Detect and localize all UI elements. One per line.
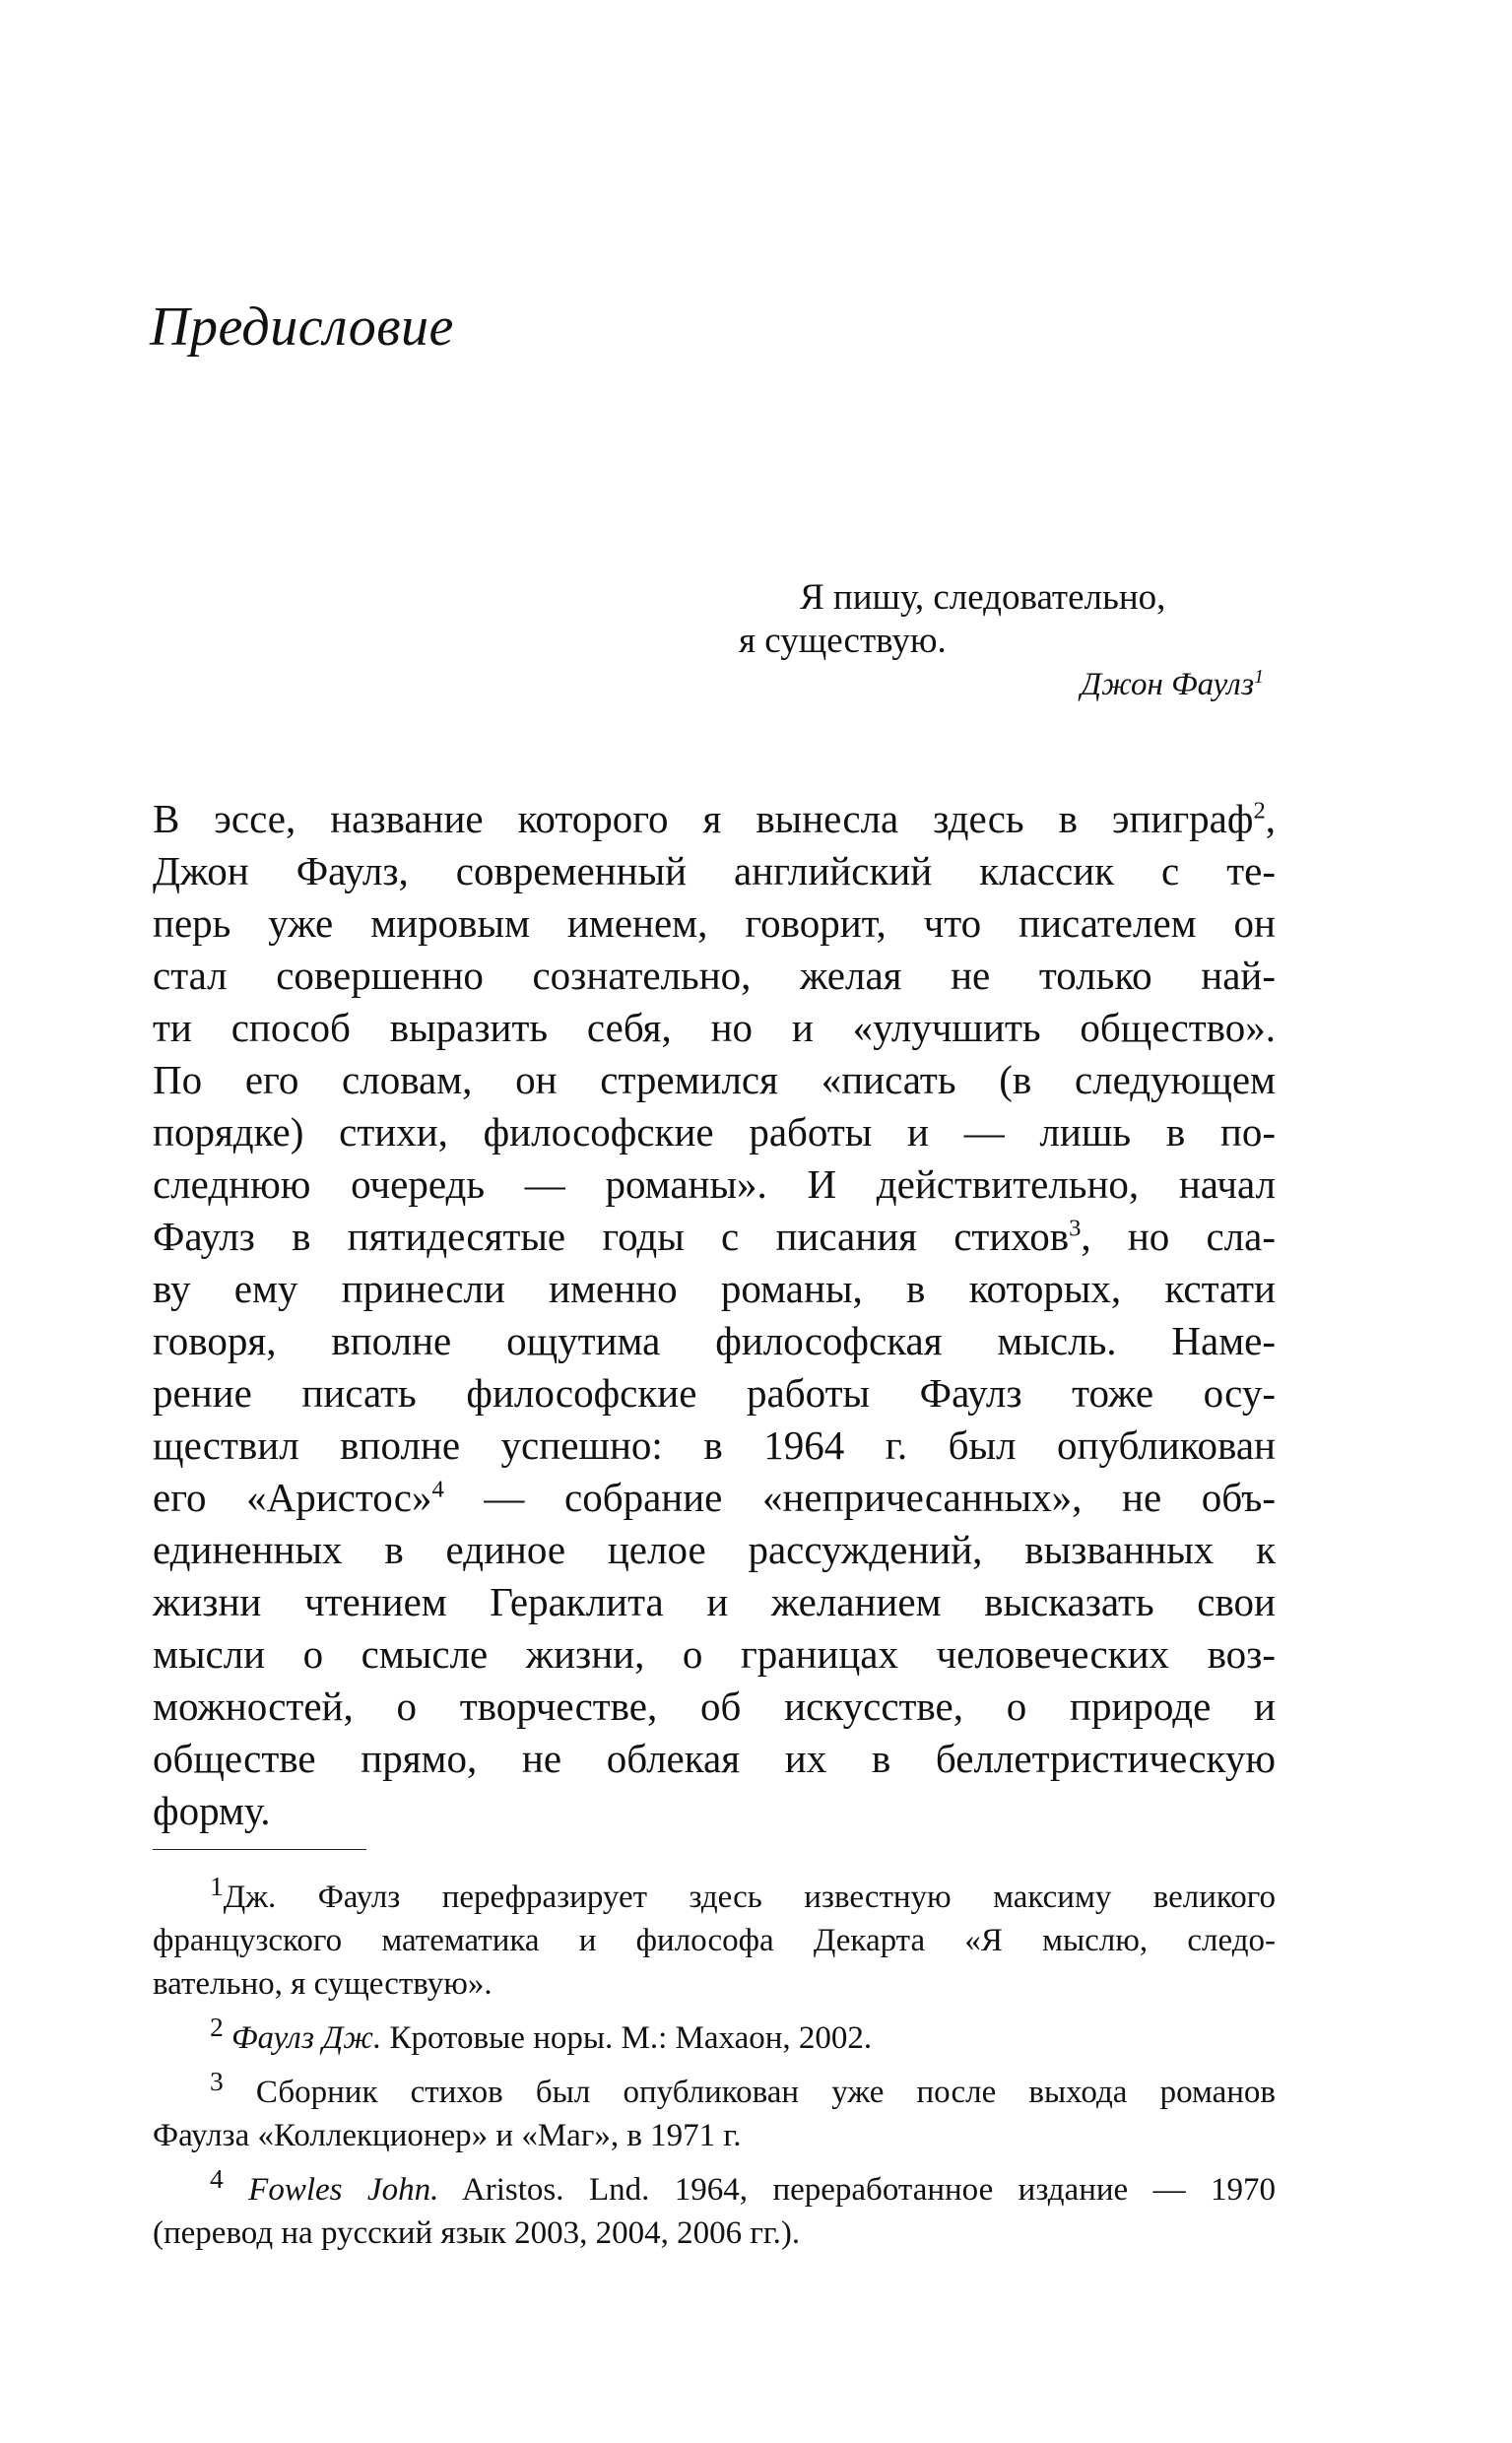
body-text: ти способ выразить себя, но и «улучшить общество». — [153, 1005, 1276, 1050]
footnote-1 — [153, 1865, 1276, 2006]
body-text: ву ему принесли именно романы, в которых, кстати — [153, 1266, 1276, 1311]
footnote-author: Fowles John. — [248, 2172, 439, 2208]
footnote-text: Aristos. Lnd. 1964, переработанное издание — 1970 — [438, 2172, 1276, 2208]
body-text: можностей, о творчестве, об искусстве, о природе и — [153, 1684, 1276, 1729]
body-text: ществил вполне успешно: в 1964 г. был опубликован — [153, 1422, 1276, 1468]
body-paragraph — [153, 793, 1276, 1837]
body-text: обществе прямо, не облекая их в беллетристическую — [153, 1736, 1276, 1781]
footnote-number: 2 — [210, 2012, 224, 2042]
body-line — [153, 1106, 1276, 1158]
body-line — [153, 1472, 1276, 1524]
footnote-number: 4 — [210, 2163, 224, 2194]
footnote-ref[interactable]: 4 — [431, 1476, 444, 1503]
body-line — [153, 1263, 1276, 1315]
body-text: мысли о смысле жизни, о границах человеческих воз- — [153, 1631, 1276, 1677]
body-text: стал совершенно сознательно, желая не только най- — [153, 953, 1276, 998]
footnote-ref[interactable]: 2 — [1253, 797, 1266, 825]
body-text: , — [1265, 796, 1276, 841]
epigraph — [739, 576, 1276, 706]
body-line — [153, 845, 1276, 897]
footnote-line — [153, 2157, 1276, 2212]
footnote-line — [153, 1919, 1276, 1962]
body-text: его «Аристос» — [153, 1475, 432, 1520]
footnote-text: Кротовые норы. М.: Махаон, 2002. — [381, 2020, 873, 2056]
body-line — [153, 1158, 1276, 1211]
body-text: единенных в единое целое рассуждений, вызванных к — [153, 1527, 1276, 1572]
footnote-number: 3 — [210, 2066, 224, 2096]
footnote-ref[interactable]: 3 — [1069, 1215, 1082, 1242]
body-text: рение писать философские работы Фаулз тоже осу- — [153, 1370, 1276, 1416]
footnote-line — [153, 1865, 1276, 1919]
body-line — [153, 1681, 1276, 1733]
body-text: , но сла- — [1081, 1214, 1276, 1259]
footnote-text: Сборник стихов был опубликован уже после выхода романов — [255, 2075, 1276, 2110]
body-text: форму. — [153, 1788, 271, 1833]
footnote-divider — [153, 1849, 366, 1850]
body-line — [153, 950, 1276, 1002]
epigraph-author-name: Джон Фаулз — [1081, 667, 1255, 702]
body-line — [153, 1733, 1276, 1785]
footnote-text: Фаулза «Коллекционер» и «Маг», в 1971 г. — [153, 2118, 742, 2153]
footnote-number: 1 — [210, 1871, 224, 1901]
footnote-author: Фаулз Дж. — [231, 2020, 382, 2056]
body-line — [153, 1420, 1276, 1472]
footnote-4 — [153, 2157, 1276, 2255]
footnote-line — [153, 2060, 1276, 2114]
body-text: — собрание «непричесанных», не объ- — [443, 1475, 1276, 1520]
footnote-text: Дж. Фаулз перефразирует здесь известную максиму великого — [223, 1880, 1276, 1915]
footnotes — [153, 1865, 1276, 2255]
footnote-2 — [153, 2006, 1276, 2060]
body-text: говоря, вполне ощутима философская мысль. Наме- — [153, 1318, 1276, 1363]
body-line — [153, 897, 1276, 950]
body-line — [153, 1785, 1276, 1837]
footnote-line — [153, 2212, 1276, 2255]
body-line — [153, 1211, 1276, 1263]
body-text: В эссе, название которого я вынесла здесь в эпиграф — [153, 796, 1254, 841]
body-line — [153, 1002, 1276, 1054]
epigraph-line: Я пишу, следовательно, — [800, 577, 1166, 618]
footnote-ref[interactable]: 1 — [1254, 666, 1264, 688]
body-line — [153, 1367, 1276, 1420]
body-text: порядке) стихи, философские работы и — лишь в по- — [153, 1109, 1276, 1155]
body-line — [153, 1054, 1276, 1106]
body-line — [153, 793, 1276, 845]
body-line — [153, 1315, 1276, 1367]
footnote-3 — [153, 2060, 1276, 2157]
footnote-text: французского математика и философа Декарта «Я мыслю, следо- — [153, 1923, 1276, 1958]
footnote-line — [153, 2114, 1276, 2157]
body-line — [153, 1628, 1276, 1681]
epigraph-author — [739, 663, 1276, 706]
footnote-line — [153, 1962, 1276, 2006]
epigraph-line: я существую. — [739, 621, 947, 661]
chapter-title: Предисловие — [150, 297, 454, 358]
body-text: Фаулз в пятидесятые годы с писания стихов — [153, 1214, 1070, 1259]
footnote-line — [153, 2006, 1276, 2060]
body-line — [153, 1524, 1276, 1576]
footnote-text: вательно, я существую». — [153, 1966, 493, 2002]
body-text: жизни чтением Гераклита и желанием высказать свои — [153, 1579, 1276, 1624]
body-line — [153, 1576, 1276, 1628]
body-text: Джон Фаулз, современный английский классик с те- — [153, 848, 1276, 893]
body-text: По его словам, он стремился «писать (в следующем — [153, 1057, 1276, 1102]
body-text: перь уже мировым именем, говорит, что писателем он — [153, 900, 1276, 946]
footnote-text: (перевод на русский язык 2003, 2004, 2006 гг.). — [153, 2215, 801, 2251]
body-text: следнюю очередь — романы». И действительно, начал — [153, 1161, 1276, 1207]
